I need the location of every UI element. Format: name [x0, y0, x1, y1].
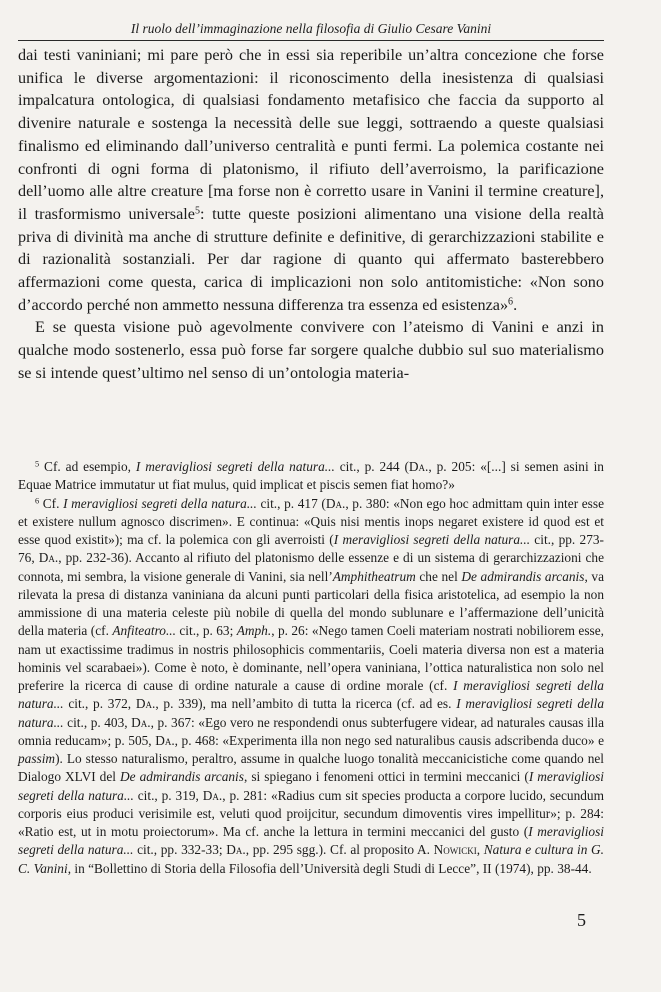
- main-text: [18, 44, 604, 385]
- footnote-5: $^5$ Cf. ad esempio, I meravigliosi segreti della natura... cit., p. 244 (Da., p. 205: «[...] si semen asini in Equae Matrice immutatur ut fiat mulus, quid implicat et piscis semen fiat homo?»: [18, 459, 604, 493]
- paragraph-1: dai testi vaniniani; mi pare però che in essi sia reperibile un’altra concezione che forse unifica le diverse argomentazioni: il riconoscimento della inesistenza di qualsiasi impalcatura ontologica, di qualsiasi fondamento metafisico che faccia da supporto al divenire naturale e sostenga la necessità delle sue leggi, sottraendo a queste qualsiasi finalismo ed eliminando dall’universo centralità e punti fermi. La polemica costante nei confronti di ogni forma di platonismo, il rifiuto dell’averroismo, la parificazione dell’uomo alle altre creature [ma forse non è corretto usare in Vanini il termine creature], il trasformismo universale$^5$: tutte queste posizioni alimentano una visione della realtà priva di divinità ma anche di strutture definite e definitive, di gerarchizzazioni stabilite e di razionalità sostanziali. Per dar ragione di quanto qui affermato basterebbero affermazioni come questa, carica di implicazioni non solo antitomistiche: «Non sono d’accordo perché non ammetto nessuna differenza tra essenza ed esistenza»$^6$.: [18, 46, 604, 314]
- footnote-ref-5: 5: [194, 205, 200, 217]
- page-number: 5: [577, 910, 586, 930]
- footnote-number: 6: [35, 495, 40, 505]
- footnote-6: $^6$ Cf. I meravigliosi segreti della natura... cit., p. 417 (Da., p. 380: «Non ego hoc admittam quin inter esse et existere nullum agnosco discrimen». E continua: «Quis nisi mentis inops negaret existere id quod est et esse quod existit»); ma cf. la polemica con gli averroisti (I meravigliosi segreti della natura... cit., pp. 273-76, Da., pp. 232-36). Accanto al rifiuto del platonismo delle essenze e di un sistema di gerarchizzazioni che connota, mi sembra, la visione generale di Vanini, sia nell’Amphitheatrum che nel De admirandis arcanis, va rilevata la presa di distanza vaniniana da alcuni punti particolari della fisica aristotelica, ad esempio la non ammissione di una materia celeste più nobile di quella del mondo sublunare e l’affermazione dell’unicità della materia (cf. Anfiteatro... cit., p. 63; Amph., p. 26: «Nego tamen Coeli materiam nostrati nobiliorem esse, nam ut exactissime tradimus in nostris philosophicis commentariis, Coeli materia diversa non est a materia hominis vel scarabaei»). Come è noto, è dominante, nell’opera vaniniana, l’ottica naturalistica non solo nel preferire la ricerca di cause di ordine naturale a cause di ordine morale (cf. I meravigliosi segreti della natura... cit., p. 372, Da., p. 339), ma nell’ambito di tutta la ricerca (cf. ad es. I meravigliosi segreti della natura... cit., p. 403, Da., p. 367: «Ego vero ne respondendi onus subterfugere videar, ad naturales causas illa omnia reducam»; p. 505, Da., p. 468: «Experimenta illa non nego sed naturalibus causis adscribenda duco» e passim). Lo stesso naturalismo, peraltro, assume in qualche luogo tonalità meccanicistiche come quando nel Dialogo XLVI del De admirandis arcanis, si spiegano i fenomeni ottici in termini meccanici (I meravigliosi segreti della natura... cit., p. 319, Da., p. 281: «Radius cum sit species producta a corpore lucido, secundum corporis eius produci verisimile est, veluti quod proijcitur, secundum dimoventis vires impellitur»; p. 284: «Ratio est, ut in motu proiectorum». Ma cf. anche la lettura in termini meccanici del gusto (I meravigliosi segreti della natura... cit., pp. 332-33; Da., pp. 295 sgg.). Cf. al proposito A. Nowicki, Natura e cultura in G. C. Vanini, in “Bollettino di Storia della Filosofia dell’Università degli Studi di Lecce”, II (1974), pp. 38-44.: [18, 495, 605, 876]
- footnotes: [18, 458, 604, 878]
- running-header: Il ruolo dell’immaginazione nella filosofia di Giulio Cesare Vanini: [18, 20, 604, 41]
- paragraph-2: E se questa visione può agevolmente convivere con l’ateismo di Vanini e anzi in qualche modo sostenerlo, essa può forse far sorgere qualche dubbio sul suo materialismo se si intende quest’ultimo nel senso di un’ontologia materia-: [18, 318, 604, 382]
- footnote-ref-6: 6: [508, 296, 514, 308]
- footnote-number: 5: [35, 459, 40, 469]
